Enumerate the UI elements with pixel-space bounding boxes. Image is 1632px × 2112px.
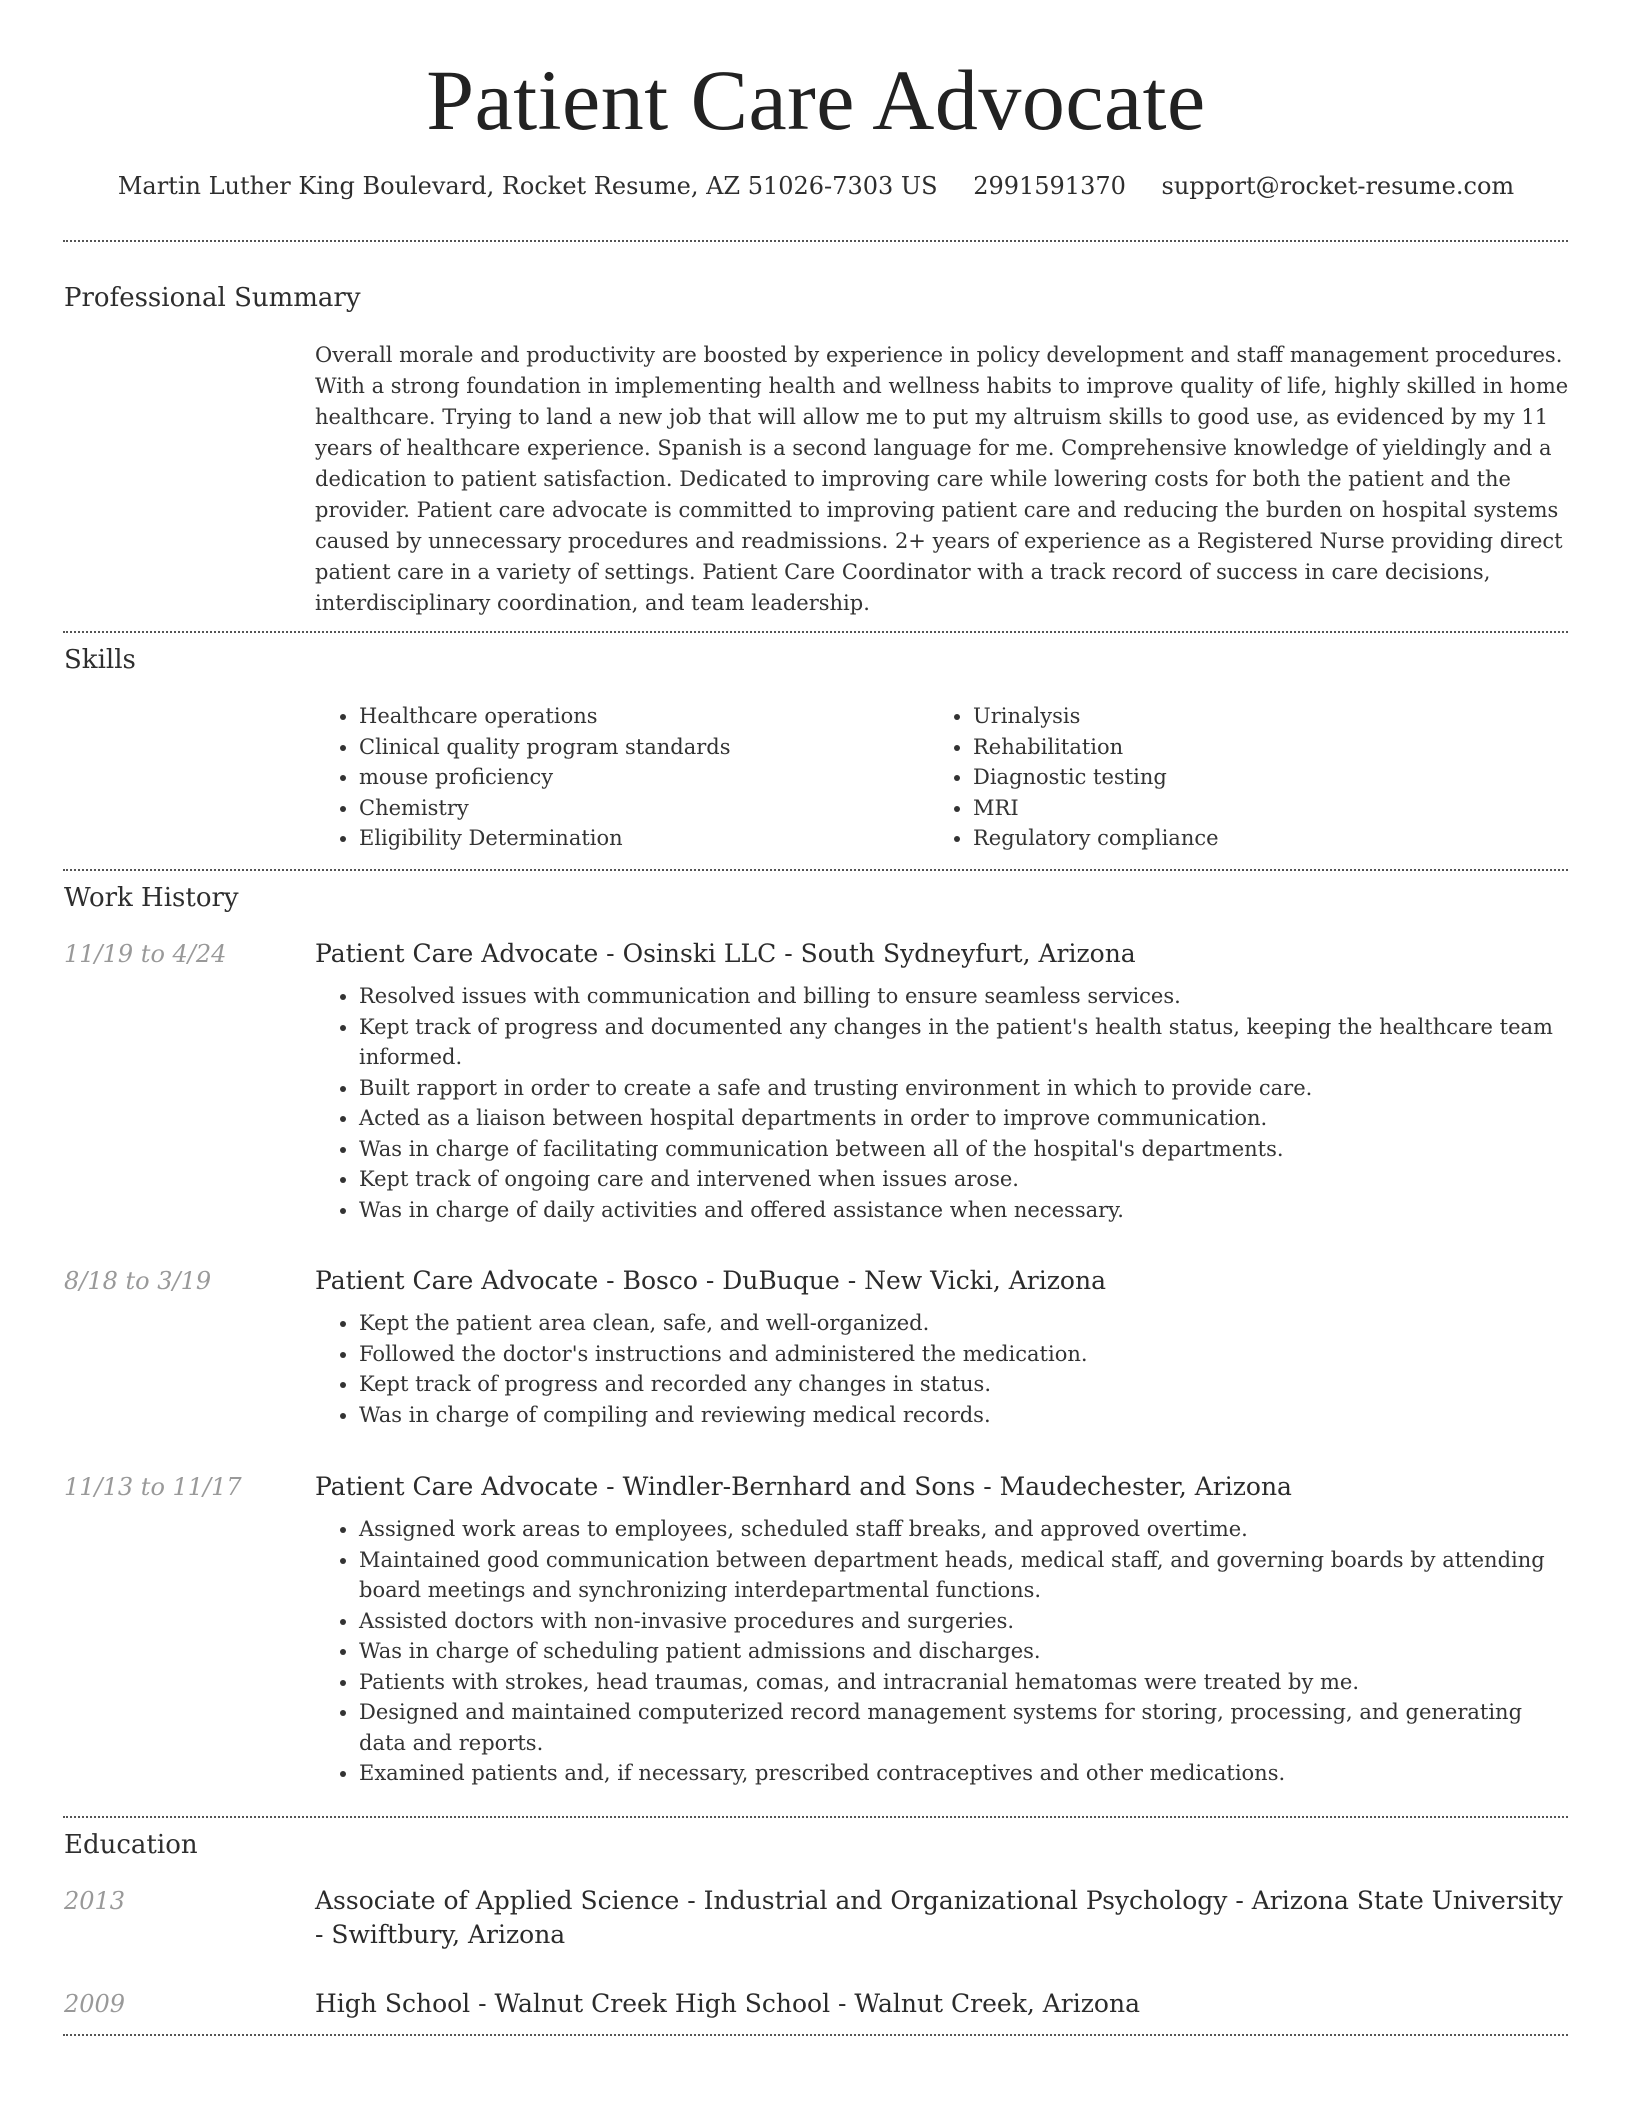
contact-phone: 2991591370 [973,172,1126,200]
summary-text: Overall morale and productivity are boosted by experience in policy development and staff management procedures. With a strong foundation in implementing health and wellness habits to improve quality of life, highly skilled in home healthcare. Trying to land a new job that will allow me to put my altruism skills to good use, as evidenced by my 11 years of healthcare experience. Spanish is a second language for me. Comprehensive knowledge of yieldingly and a dedication to patient satisfaction. Dedicated to improving care while lowering costs for both the patient and the provider. Patient care advocate is committed to improving patient care and reducing the burden on hospital systems caused by unnecessary procedures and readmissions. 2+ years of experience as a Registered Nurse providing direct patient care in a variety of settings. Patient Care Coordinator with a track record of success in care decisions, interdisciplinary coordination, and team leadership. [315,343,1569,615]
education-entry [315,1884,1570,1952]
divider [63,1816,1568,1818]
contact-address: Martin Luther King Boulevard, Rocket Resume, AZ 51026-7303 US [117,172,938,200]
skill-item: • MRI [973,793,1219,824]
job-bullets [315,1514,1570,1789]
education-year: 2013 [64,1887,126,1915]
skill-item: • Diagnostic testing [973,762,1219,793]
job-bullet: • Acted as a liaison between hospital departments in order to improve communication. [359,1103,1570,1134]
job-bullet: • Followed the doctor's instructions and administered the medication. [359,1339,1570,1370]
job-bullet: • Was in charge of scheduling patient admissions and discharges. [359,1636,1570,1667]
skills-column-1 [315,701,929,854]
job-dates: 11/13 to 11/17 [64,1473,242,1501]
skill-item: • mouse proficiency [359,762,929,793]
education-title: Associate of Applied Science - Industrial and Organizational Psychology - Arizona State University - Swiftbury, Arizona [315,1886,1563,1949]
job-entry [315,1470,1570,1789]
job-bullet: • Was in charge of daily activities and offered assistance when necessary. [359,1195,1570,1226]
skill-item: • Healthcare operations [359,701,929,732]
resume-name: Patient Care Advocate [426,52,1206,148]
job-bullet: • Kept track of ongoing care and intervened when issues arose. [359,1164,1570,1195]
skill-item: • Rehabilitation [973,732,1219,763]
job-title: Patient Care Advocate - Bosco - DuBuque - New Vicki, Arizona [315,1266,1106,1295]
skill-item: • Chemistry [359,793,929,824]
skill-item: • Urinalysis [973,701,1219,732]
job-entry [315,937,1570,1225]
divider [63,631,1568,633]
section-title-skills: Skills [64,645,136,675]
job-title: Patient Care Advocate - Osinski LLC - South Sydneyfurt, Arizona [315,939,1136,968]
job-bullet: • Was in charge of facilitating communication between all of the hospital's departments. [359,1134,1570,1165]
contact-email: support@rocket-resume.com [1161,172,1515,200]
skills-section [315,701,1570,854]
divider [63,2034,1568,2036]
job-bullets [315,1308,1570,1430]
job-bullet: • Was in charge of compiling and reviewing medical records. [359,1400,1570,1431]
job-bullet: • Kept the patient area clean, safe, and well-organized. [359,1308,1570,1339]
education-title: High School - Walnut Creek High School - Walnut Creek, Arizona [315,1989,1140,2018]
skill-item: • Clinical quality program standards [359,732,929,763]
job-bullet: • Built rapport in order to create a safe and trusting environment in which to provide care. [359,1073,1570,1104]
divider [63,240,1568,242]
divider [63,869,1568,871]
skills-column-2 [929,701,1219,854]
job-title: Patient Care Advocate - Windler-Bernhard and Sons - Maudechester, Arizona [315,1472,1292,1501]
job-bullet: • Patients with strokes, head traumas, comas, and intracranial hematomas were treated by me. [359,1667,1570,1698]
section-title-education: Education [64,1830,198,1860]
job-bullet: • Kept track of progress and recorded any changes in status. [359,1369,1570,1400]
skill-item: • Eligibility Determination [359,823,929,854]
job-dates: 11/19 to 4/24 [64,940,227,968]
job-bullet: • Designed and maintained computerized record management systems for storing, processing, and generating data and reports. [359,1697,1570,1758]
section-title-summary: Professional Summary [64,283,361,313]
job-entry [315,1264,1570,1430]
section-title-work: Work History [64,883,239,913]
job-bullet: • Assisted doctors with non-invasive procedures and surgeries. [359,1606,1570,1637]
job-bullet: • Kept track of progress and documented any changes in the patient's health status, keeping the healthcare team informed. [359,1012,1570,1073]
job-bullet: • Examined patients and, if necessary, prescribed contraceptives and other medications. [359,1758,1570,1789]
summary-section [315,340,1570,619]
skill-item: • Regulatory compliance [973,823,1219,854]
job-bullet: • Resolved issues with communication and billing to ensure seamless services. [359,981,1570,1012]
job-bullets [315,981,1570,1225]
contact-line [0,172,1632,200]
job-dates: 8/18 to 3/19 [64,1267,212,1295]
education-year: 2009 [64,1990,126,2018]
job-bullet: • Maintained good communication between department heads, medical staff, and governing boards by attending board meetings and synchronizing interdepartmental functions. [359,1545,1570,1606]
education-entry [315,1987,1570,2021]
job-bullet: • Assigned work areas to employees, scheduled staff breaks, and approved overtime. [359,1514,1570,1545]
